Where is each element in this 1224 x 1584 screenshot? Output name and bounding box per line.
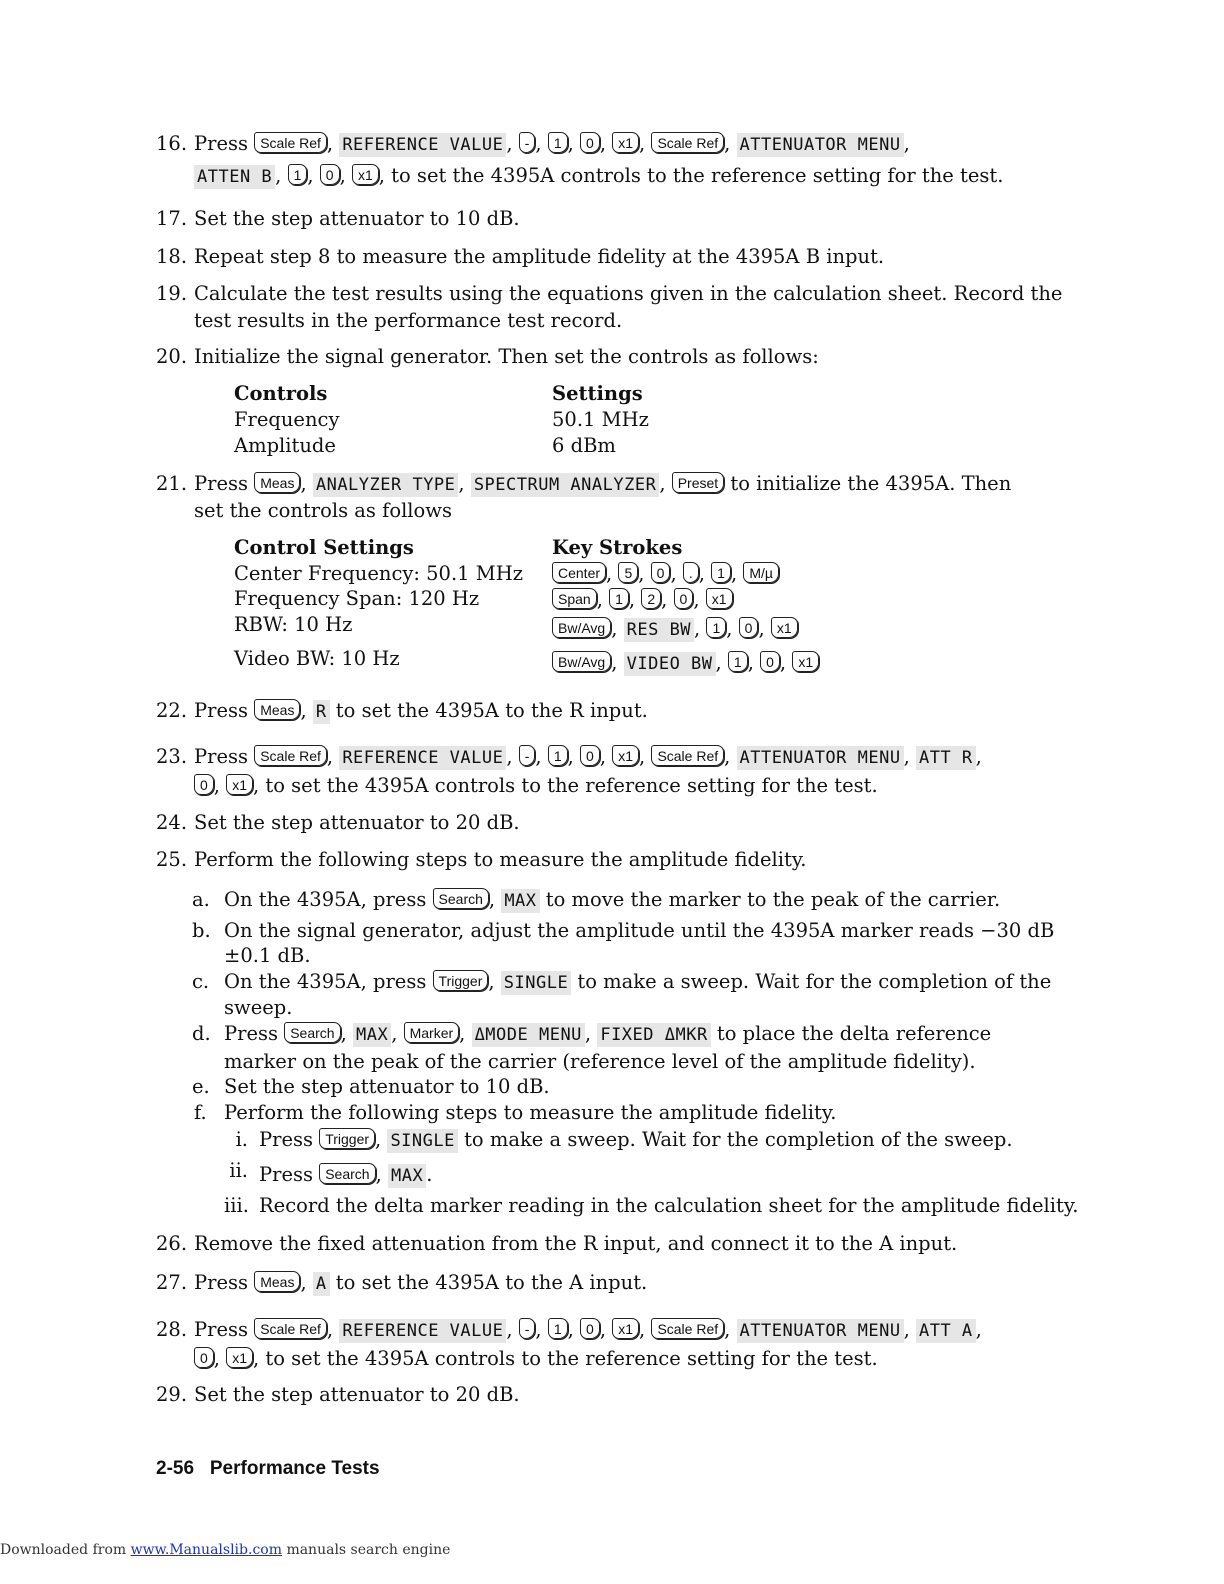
substep-pre: Press — [224, 1022, 278, 1045]
substep-tail: to move the marker to the peak of the carrier. — [545, 888, 1001, 911]
step-number: 18. — [156, 245, 188, 268]
press-word: Press — [194, 472, 248, 495]
softkey-single: SINGLE — [501, 971, 571, 995]
key-scale-ref: Scale Ref — [651, 1318, 724, 1339]
substep-pre: On the 4395A, press — [224, 970, 427, 993]
press-word: Press — [194, 745, 248, 768]
manualslib-link[interactable]: www.Manualslib.com — [130, 1542, 282, 1558]
substep-roman: i. — [235, 1128, 248, 1151]
substep-text: Record the delta marker reading in the calculation sheet for the amplitude fidelity. — [259, 1194, 1079, 1217]
step-text: Set the step attenuator to 10 dB. — [194, 207, 520, 230]
step-text-line2: 0 , x1 , to set the 4395A controls to the reference setting for the test. — [194, 772, 878, 799]
step-text: Initialize the signal generator. Then set the controls as follows: — [194, 345, 819, 368]
substep-text: Press Trigger , SINGLE to make a sweep. Wait for the completion of the sweep. — [259, 1128, 1013, 1151]
key-1: 1 — [728, 651, 748, 672]
step-number: 22. — [156, 699, 188, 722]
softkey-video-bw: VIDEO BW — [624, 652, 716, 676]
softkey-fixed-delta-mkr: FIXED ΔMKR — [597, 1023, 710, 1047]
softkey-reference-value: REFERENCE VALUE — [339, 1319, 506, 1343]
substep-letter: b. — [192, 919, 211, 942]
substep-tail: to make a sweep. Wait for the completion of the sweep. — [464, 1128, 1013, 1151]
key-1: 1 — [706, 617, 726, 638]
substep-text-line2: sweep. — [224, 996, 293, 1019]
step-text: Press Meas , A to set the 4395A to the A input. — [194, 1271, 648, 1294]
press-word: Press — [194, 1271, 248, 1294]
key-search: Search — [319, 1163, 375, 1184]
key-trigger: Trigger — [319, 1128, 375, 1149]
key-0: 0 — [580, 745, 600, 766]
substep-letter: a. — [192, 888, 210, 911]
substep-text: On the 4395A, press Search , MAX to move the marker to the peak of the carrier. — [224, 888, 1001, 911]
step-tail: , to set the 4395A controls to the reference setting for the test. — [253, 774, 878, 797]
step-text: Press Scale Ref , REFERENCE VALUE , - , 1 , 0 , x1 , Scale Ref , ATTENUATOR MENU , ATT R , — [194, 745, 982, 768]
softkey-max: MAX — [501, 889, 539, 913]
download-suffix: manuals search engine — [286, 1542, 451, 1558]
step-number: 24. — [156, 811, 188, 834]
download-prefix: Downloaded from — [0, 1542, 127, 1558]
key-0: 0 — [760, 651, 780, 672]
substep-tail: to make a sweep. Wait for the completion of the — [577, 970, 1052, 993]
softkey-attenuator-menu: ATTENUATOR MENU — [737, 1319, 904, 1343]
step-number: 16. — [156, 132, 188, 155]
page-number: 2-56 — [156, 1458, 195, 1479]
table-header-controls: Controls — [234, 382, 328, 405]
substep-text: On the 4395A, press Trigger , SINGLE to make a sweep. Wait for the completion of the — [224, 970, 1052, 993]
step-text-line2: ATTEN B , 1 , 0 , x1 , to set the 4395A controls to the reference setting for the test. — [194, 162, 1003, 189]
section-title: Performance Tests — [209, 1458, 380, 1479]
key-minus: - — [519, 132, 536, 153]
key-x1: x1 — [612, 745, 639, 766]
key-1: 1 — [548, 132, 568, 153]
step-tail: to set the 4395A to the R input. — [335, 699, 648, 722]
step-text-line2: set the controls as follows — [194, 499, 452, 522]
step-tail: , to set the 4395A controls to the reference setting for the test. — [378, 164, 1004, 187]
key-trigger: Trigger — [433, 970, 489, 991]
key-x1: x1 — [771, 617, 798, 638]
substep-text-line2: marker on the peak of the carrier (reference level of the amplitude fidelity). — [224, 1050, 976, 1073]
substep-roman: ii. — [229, 1159, 248, 1182]
key-1: 1 — [609, 588, 629, 609]
substep-pre: Press — [259, 1163, 313, 1186]
step-tail: to initialize the 4395A. Then — [730, 472, 1012, 495]
key-search: Search — [433, 888, 489, 909]
key-search: Search — [284, 1022, 340, 1043]
key-marker: Marker — [404, 1022, 460, 1043]
step-tail: , to set the 4395A controls to the reference setting for the test. — [253, 1347, 878, 1370]
press-word: Press — [194, 1318, 248, 1341]
key-0: 0 — [580, 1318, 600, 1339]
key-bw-avg: Bw/Avg — [552, 617, 611, 638]
key-bw-avg: Bw/Avg — [552, 651, 611, 672]
table-cell: 6 dBm — [552, 434, 616, 457]
download-note — [0, 1542, 450, 1558]
key-1: 1 — [711, 562, 731, 583]
key-1: 1 — [548, 1318, 568, 1339]
table-keystrokes: Bw/Avg , VIDEO BW , 1 , 0 , x1 — [552, 650, 819, 676]
substep-roman: iii. — [224, 1194, 249, 1217]
softkey-reference-value: REFERENCE VALUE — [339, 746, 506, 770]
table-header-control-settings: Control Settings — [234, 536, 414, 559]
key-minus: - — [519, 745, 536, 766]
step-text: Set the step attenuator to 20 dB. — [194, 1383, 520, 1406]
key-0: 0 — [674, 588, 694, 609]
key-0: 0 — [194, 774, 214, 795]
substep-pre: Press — [259, 1128, 313, 1151]
key-meas: Meas — [254, 472, 300, 493]
key-5: 5 — [618, 562, 638, 583]
key-m-mu: M/µ — [743, 562, 779, 583]
key-scale-ref: Scale Ref — [254, 132, 327, 153]
step-text-line2: test results in the performance test record. — [194, 309, 623, 332]
table-cell: RBW: 10 Hz — [234, 613, 353, 636]
key-1: 1 — [548, 745, 568, 766]
step-number: 21. — [156, 472, 188, 495]
key-scale-ref: Scale Ref — [651, 132, 724, 153]
key-meas: Meas — [254, 1271, 300, 1292]
key-x1: x1 — [352, 164, 379, 185]
step-text: Repeat step 8 to measure the amplitude fidelity at the 4395A B input. — [194, 245, 885, 268]
softkey-res-bw: RES BW — [624, 618, 694, 642]
table-cell: Center Frequency: 50.1 MHz — [234, 562, 524, 585]
step-tail: to set the 4395A to the A input. — [335, 1271, 648, 1294]
key-preset: Preset — [672, 472, 724, 493]
substep-letter: f. — [194, 1101, 207, 1124]
substep-text: Press Search , MAX . — [259, 1163, 433, 1186]
softkey-single: SINGLE — [387, 1129, 457, 1153]
step-text-line2: 0 , x1 , to set the 4395A controls to the reference setting for the test. — [194, 1345, 878, 1372]
substep-tail: to place the delta reference — [716, 1022, 992, 1045]
press-word: Press — [194, 699, 248, 722]
key-center: Center — [552, 562, 606, 583]
table-cell: Amplitude — [234, 434, 336, 457]
table-cell: 50.1 MHz — [552, 408, 649, 431]
substep-letter: d. — [192, 1022, 211, 1045]
key-0: 0 — [194, 1347, 214, 1368]
key-0: 0 — [739, 617, 759, 638]
softkey-max: MAX — [353, 1023, 391, 1047]
step-text: Press Scale Ref , REFERENCE VALUE , - , 1 , 0 , x1 , Scale Ref , ATTENUATOR MENU , ATT A , — [194, 1318, 982, 1341]
key-x1: x1 — [226, 774, 253, 795]
table-cell: Frequency Span: 120 Hz — [234, 587, 480, 610]
step-number: 26. — [156, 1232, 188, 1255]
softkey-r: R — [313, 700, 330, 724]
key-0: 0 — [320, 164, 340, 185]
step-number: 25. — [156, 848, 188, 871]
step-number: 23. — [156, 745, 188, 768]
key-dot: . — [683, 562, 699, 583]
step-text: Press Meas , ANALYZER TYPE , SPECTRUM ANALYZER , Preset to initialize the 4395A. Then — [194, 472, 1012, 495]
softkey-a: A — [313, 1272, 330, 1296]
substep-text: Perform the following steps to measure the amplitude fidelity. — [224, 1101, 837, 1124]
key-x1: x1 — [612, 1318, 639, 1339]
page-footer — [156, 1458, 380, 1480]
softkey-reference-value: REFERENCE VALUE — [339, 133, 506, 157]
key-x1: x1 — [226, 1347, 253, 1368]
table-cell: Video BW: 10 Hz — [234, 647, 400, 670]
softkey-atten-b: ATTEN B — [194, 165, 275, 189]
press-word: Press — [194, 132, 248, 155]
table-keystrokes: Center , 5 , 0 , . , 1 , M/µ — [552, 561, 779, 587]
substep-text: Set the step attenuator to 10 dB. — [224, 1075, 550, 1098]
step-number: 20. — [156, 345, 188, 368]
key-2: 2 — [641, 588, 661, 609]
key-0: 0 — [651, 562, 671, 583]
key-scale-ref: Scale Ref — [651, 745, 724, 766]
softkey-att-r: ATT R — [916, 746, 976, 770]
step-text: Set the step attenuator to 20 dB. — [194, 811, 520, 834]
step-text: Perform the following steps to measure the amplitude fidelity. — [194, 848, 807, 871]
step-text: Remove the fixed attenuation from the R input, and connect it to the A input. — [194, 1232, 958, 1255]
key-x1: x1 — [706, 588, 733, 609]
substep-pre: On the 4395A, press — [224, 888, 427, 911]
substep-text: On the signal generator, adjust the amplitude until the 4395A marker reads −30 dB — [224, 919, 1055, 942]
step-text: Press Scale Ref , REFERENCE VALUE , - , 1 , 0 , x1 , Scale Ref , ATTENUATOR MENU , — [194, 132, 910, 155]
softkey-attenuator-menu: ATTENUATOR MENU — [737, 746, 904, 770]
step-number: 28. — [156, 1318, 188, 1341]
step-text: Press Meas , R to set the 4395A to the R input. — [194, 699, 648, 722]
softkey-att-a: ATT A — [916, 1319, 976, 1343]
table-header-key-strokes: Key Strokes — [552, 536, 683, 559]
table-keystrokes: Bw/Avg , RES BW , 1 , 0 , x1 — [552, 616, 798, 642]
key-meas: Meas — [254, 699, 300, 720]
step-number: 17. — [156, 207, 188, 230]
key-0: 0 — [580, 132, 600, 153]
softkey-spectrum-analyzer: SPECTRUM ANALYZER — [471, 473, 660, 497]
substep-text-line2: ±0.1 dB. — [224, 944, 311, 967]
substep-letter: e. — [192, 1075, 210, 1098]
key-x1: x1 — [612, 132, 639, 153]
softkey-max: MAX — [388, 1164, 426, 1188]
step-text: Calculate the test results using the equations given in the calculation sheet. Record the — [194, 282, 1063, 305]
substep-letter: c. — [192, 970, 210, 993]
table-keystrokes: Span , 1 , 2 , 0 , x1 — [552, 587, 733, 613]
key-minus: - — [519, 1318, 536, 1339]
step-number: 29. — [156, 1383, 188, 1406]
table-cell: Frequency — [234, 408, 340, 431]
softkey-attenuator-menu: ATTENUATOR MENU — [737, 133, 904, 157]
key-span: Span — [552, 588, 597, 609]
table-header-settings: Settings — [552, 382, 643, 405]
substep-text: Press Search , MAX , Marker , ΔMODE MENU , FIXED ΔMKR to place the delta reference — [224, 1022, 992, 1045]
key-scale-ref: Scale Ref — [254, 1318, 327, 1339]
softkey-analyzer-type: ANALYZER TYPE — [313, 473, 459, 497]
key-scale-ref: Scale Ref — [254, 745, 327, 766]
softkey-delta-mode-menu: ΔMODE MENU — [472, 1023, 585, 1047]
key-x1: x1 — [792, 651, 819, 672]
step-number: 27. — [156, 1271, 188, 1294]
key-1: 1 — [288, 164, 308, 185]
step-number: 19. — [156, 282, 188, 305]
